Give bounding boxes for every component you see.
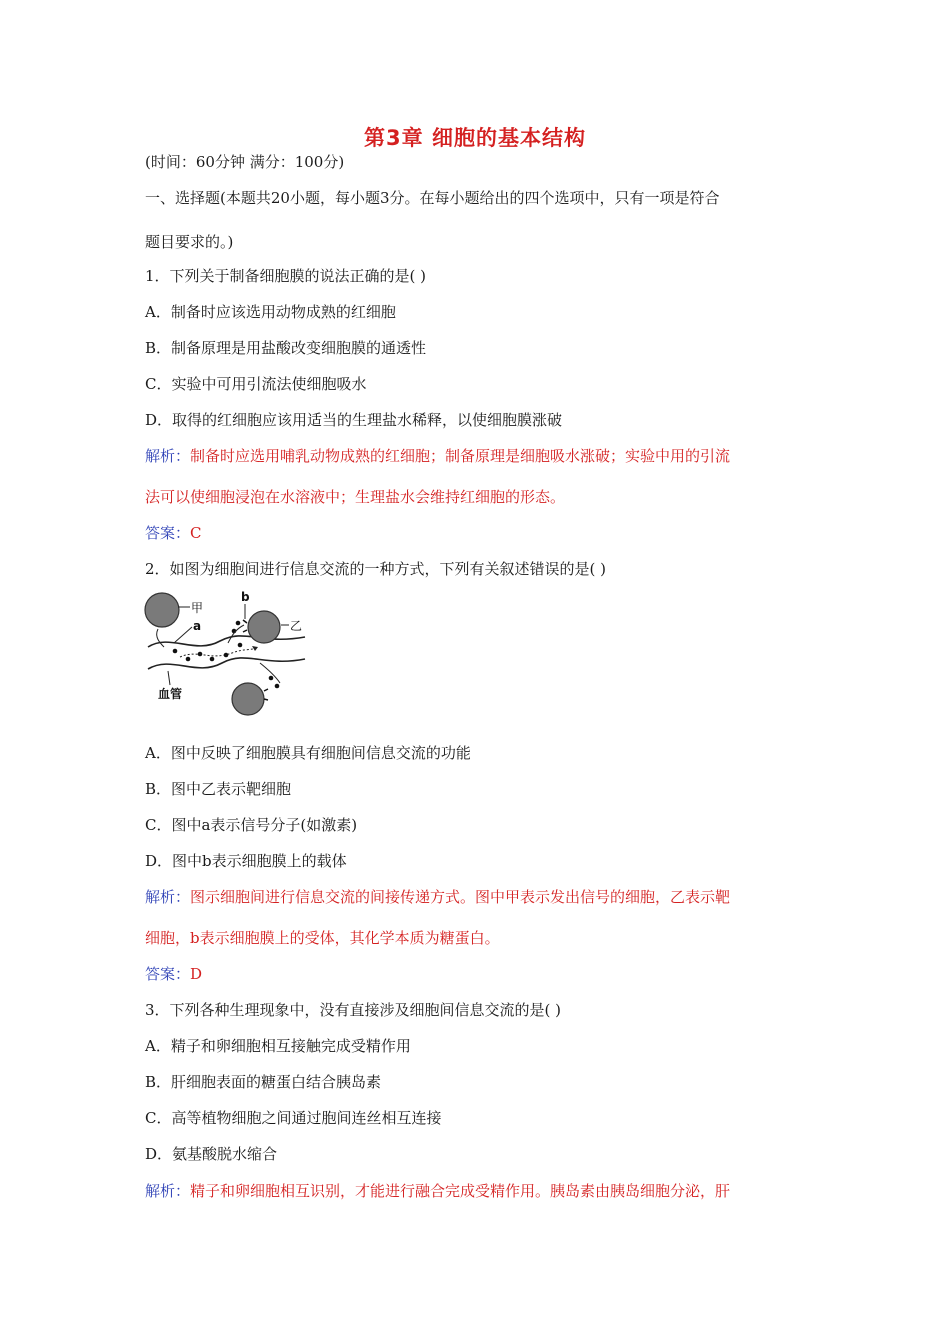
label-vessel: 血管 — [158, 687, 183, 701]
label-jia: 甲 — [191, 601, 204, 615]
q2-analysis-line-2: 细胞，b表示细胞膜上的受体，其化学本质为糖蛋白。 — [145, 929, 500, 947]
chapter-title: 第3章 细胞的基本结构 — [364, 126, 586, 150]
q2-answer — [145, 964, 202, 984]
q2-stem: 2．如图为细胞间进行信息交流的一种方式，下列有关叙述错误的是( ) — [145, 560, 607, 578]
q2-option-c: C．图中a表示信号分子(如激素) — [145, 816, 358, 834]
vessel-wall-bottom — [148, 658, 305, 669]
q1-option-a: A．制备时应该选用动物成熟的红细胞 — [145, 303, 396, 321]
cell-yi — [248, 611, 280, 643]
q2-answer-value: D — [190, 965, 203, 983]
q3-option-a: A．精子和卵细胞相互接触完成受精作用 — [145, 1037, 411, 1055]
q2-answer-label: 答案： — [145, 965, 191, 983]
q1-analysis-line-2: 法可以使细胞浸泡在水溶液中；生理盐水会维持红细胞的形态。 — [145, 488, 566, 506]
q1-stem: 1．下列关于制备细胞膜的说法正确的是( ) — [145, 267, 427, 285]
q2-analysis-text-1: 图示细胞间进行信息交流的间接传递方式。图中甲表示发出信号的细胞，乙表示靶 — [190, 888, 731, 906]
label-yi: 乙 — [290, 619, 303, 633]
q2-option-a: A．图中反映了细胞膜具有细胞间信息交流的功能 — [145, 744, 471, 762]
q1-answer-value: C — [190, 524, 202, 542]
time-score-info: (时间：60分钟 满分：100分) — [145, 153, 345, 171]
q3-option-d: D．氨基酸脱水缩合 — [145, 1145, 278, 1163]
vessel-wall-top — [148, 636, 305, 647]
cell-signaling-figure — [140, 585, 310, 720]
cell-jia — [145, 593, 179, 627]
q1-option-b: B．制备原理是用盐酸改变细胞膜的通透性 — [145, 339, 427, 357]
cell-lower — [232, 683, 264, 715]
q2-option-d: D．图中b表示细胞膜上的载体 — [145, 852, 347, 870]
q2-analysis-label: 解析： — [145, 888, 191, 906]
label-b: b — [241, 590, 250, 604]
q3-analysis-line-1 — [145, 1181, 730, 1201]
q1-analysis-text-1: 制备时应选用哺乳动物成熟的红细胞；制备原理是细胞吸水涨破；实验中用的引流 — [190, 447, 731, 465]
q1-answer — [145, 523, 202, 543]
q1-analysis-line-1 — [145, 446, 730, 466]
q1-answer-label: 答案： — [145, 524, 191, 542]
q2-option-b: B．图中乙表示靶细胞 — [145, 780, 292, 798]
q1-analysis-label: 解析： — [145, 447, 191, 465]
q3-option-c: C．高等植物细胞之间通过胞间连丝相互连接 — [145, 1109, 442, 1127]
q3-analysis-text-1: 精子和卵细胞相互识别，才能进行融合完成受精作用。胰岛素由胰岛细胞分泌，肝 — [190, 1182, 731, 1200]
q3-option-b: B．肝细胞表面的糖蛋白结合胰岛素 — [145, 1073, 382, 1091]
q1-option-d: D．取得的红细胞应该用适当的生理盐水稀释，以使细胞膜涨破 — [145, 411, 563, 429]
q2-analysis-line-1 — [145, 887, 730, 907]
q1-option-c: C．实验中可用引流法使细胞吸水 — [145, 375, 367, 393]
section-instruction-line-2: 题目要求的。) — [145, 233, 234, 251]
q3-analysis-label: 解析： — [145, 1182, 191, 1200]
label-a: a — [193, 619, 202, 633]
section-instruction-line-1: 一、选择题(本题共20小题，每小题3分。在每小题给出的四个选项中，只有一项是符合 — [145, 189, 720, 207]
q3-stem: 3．下列各种生理现象中，没有直接涉及细胞间信息交流的是( ) — [145, 1001, 562, 1019]
